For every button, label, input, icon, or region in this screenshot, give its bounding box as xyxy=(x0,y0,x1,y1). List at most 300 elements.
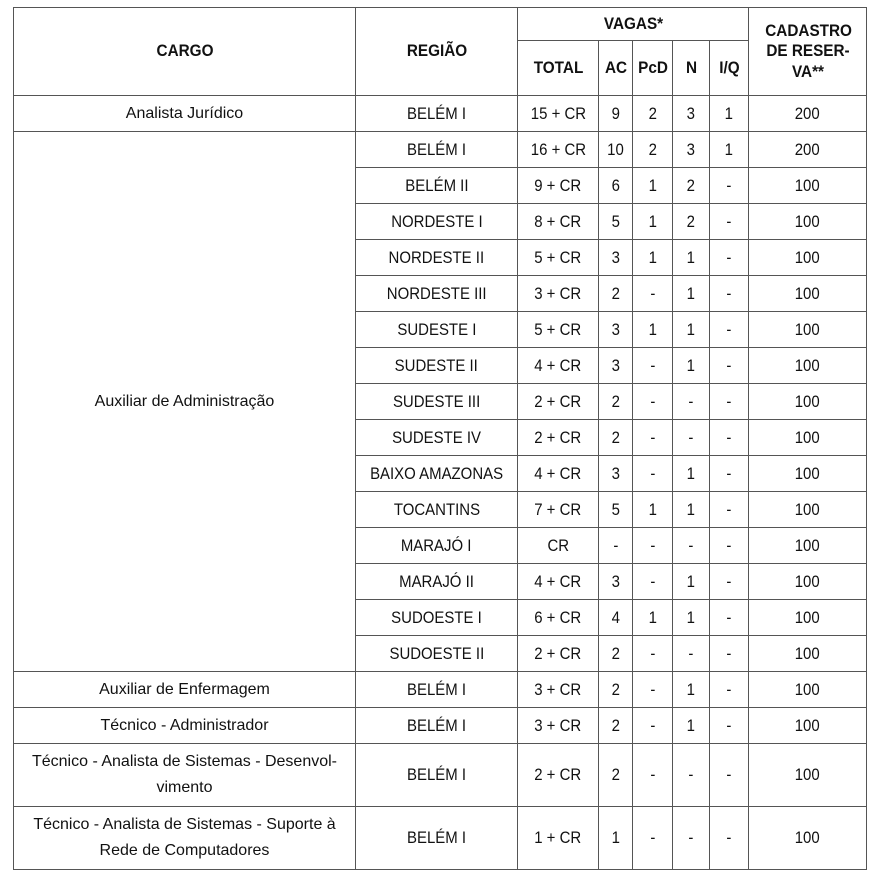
table-row xyxy=(14,744,867,807)
cell-total-value: 5 + CR xyxy=(534,247,582,267)
cell-total-value: 15 + CR xyxy=(530,103,586,123)
cell-n xyxy=(673,744,710,807)
cell-pcd xyxy=(633,672,673,708)
cell-ac-value: 2 xyxy=(611,283,620,303)
cell-ac xyxy=(599,420,633,456)
cell-ac xyxy=(599,96,633,132)
cell-n-value: 1 xyxy=(686,499,696,519)
cell-cadastro-reserva xyxy=(749,312,867,348)
cell-n xyxy=(673,807,710,870)
cell-ac xyxy=(599,564,633,600)
cell-ac xyxy=(599,672,633,708)
cell-pcd-value: - xyxy=(649,828,655,847)
cell-regiao-value: MARAJÓ I xyxy=(401,535,472,555)
cell-n-value: 1 xyxy=(686,355,696,375)
header-iq: I/Q xyxy=(711,41,746,96)
cargo-label: Analista Jurídico xyxy=(125,105,244,122)
cell-cadastro-reserva-value: 100 xyxy=(795,283,821,303)
cell-iq-value: - xyxy=(726,175,732,195)
cell-pcd-value: - xyxy=(649,427,655,447)
cell-pcd xyxy=(633,492,673,528)
cell-regiao xyxy=(356,672,518,708)
cell-total-value: 1 + CR xyxy=(534,828,582,847)
cell-cadastro-reserva-value: 100 xyxy=(795,247,821,267)
cell-pcd-value: 1 xyxy=(648,499,657,519)
cell-pcd-value: - xyxy=(649,643,655,663)
cell-total xyxy=(518,492,599,528)
cell-regiao xyxy=(356,384,518,420)
cell-n xyxy=(673,96,710,132)
cell-ac-value: 3 xyxy=(611,355,620,375)
header-cargo: CARGO xyxy=(31,8,339,96)
cell-cargo xyxy=(14,744,356,807)
cell-cadastro-reserva-value: 200 xyxy=(795,103,821,123)
cell-iq xyxy=(710,528,749,564)
cell-total xyxy=(518,744,599,807)
cell-pcd xyxy=(633,564,673,600)
cell-iq xyxy=(710,240,749,276)
cell-cadastro-reserva xyxy=(749,96,867,132)
cell-pcd xyxy=(633,636,673,672)
cell-pcd-value: 1 xyxy=(648,211,657,231)
cell-ac xyxy=(599,312,633,348)
cargo-label: Técnico - Analista de Sistemas - Suporte à Rede de Computadores xyxy=(33,816,336,859)
cell-total-value: 3 + CR xyxy=(534,283,582,303)
cell-regiao xyxy=(356,636,518,672)
cell-n xyxy=(673,276,710,312)
cell-regiao-value: NORDESTE III xyxy=(386,283,487,303)
cell-pcd xyxy=(633,384,673,420)
cell-cadastro-reserva-value: 100 xyxy=(795,765,821,784)
cell-pcd xyxy=(633,312,673,348)
cell-ac xyxy=(599,132,633,168)
cell-total xyxy=(518,348,599,384)
cell-total xyxy=(518,312,599,348)
cell-cargo xyxy=(14,708,356,744)
cell-cadastro-reserva xyxy=(749,528,867,564)
cell-pcd xyxy=(633,744,673,807)
cell-cadastro-reserva xyxy=(749,204,867,240)
cell-pcd-value: 1 xyxy=(648,607,657,627)
cell-cadastro-reserva-value: 100 xyxy=(795,175,821,195)
table-row xyxy=(14,132,867,168)
cell-n-value: 1 xyxy=(686,463,696,483)
cell-n xyxy=(673,204,710,240)
cell-regiao-value: SUDOESTE I xyxy=(391,607,482,627)
cell-total-value: 2 + CR xyxy=(534,765,582,784)
cell-pcd xyxy=(633,600,673,636)
cell-ac xyxy=(599,807,633,870)
cell-regiao-value: BAIXO AMAZONAS xyxy=(369,463,504,483)
cell-n xyxy=(673,564,710,600)
cell-n xyxy=(673,672,710,708)
cell-pcd xyxy=(633,132,673,168)
cell-regiao-value: BELÉM I xyxy=(406,828,467,847)
cell-iq xyxy=(710,204,749,240)
cell-pcd xyxy=(633,528,673,564)
cell-cadastro-reserva-value: 100 xyxy=(795,828,821,847)
header-cadastro-label: CADASTRO DE RESER-VA** xyxy=(764,20,852,81)
table-row xyxy=(14,672,867,708)
cell-n-value: 1 xyxy=(686,715,696,735)
cell-regiao xyxy=(356,807,518,870)
cell-ac xyxy=(599,708,633,744)
cell-n-value: 1 xyxy=(686,607,696,627)
cell-iq-value: - xyxy=(726,319,732,339)
cell-ac xyxy=(599,204,633,240)
cell-iq-value: - xyxy=(726,427,732,447)
cell-ac xyxy=(599,348,633,384)
cell-iq xyxy=(710,276,749,312)
cell-cargo xyxy=(14,96,356,132)
cell-ac-value: 2 xyxy=(611,391,620,411)
cell-n xyxy=(673,312,710,348)
cell-iq-value: 1 xyxy=(724,139,734,159)
cell-iq xyxy=(710,312,749,348)
cell-n xyxy=(673,600,710,636)
cell-iq xyxy=(710,744,749,807)
cell-n xyxy=(673,420,710,456)
cell-pcd-value: - xyxy=(649,355,655,375)
cell-iq-value: - xyxy=(726,211,732,231)
cell-n-value: - xyxy=(688,535,694,555)
cell-iq xyxy=(710,384,749,420)
cell-total-value: 4 + CR xyxy=(534,463,582,483)
cell-iq xyxy=(710,708,749,744)
cell-iq-value: - xyxy=(726,499,732,519)
header-regiao: REGIÃO xyxy=(364,8,510,96)
cell-cadastro-reserva xyxy=(749,708,867,744)
cell-pcd-value: 1 xyxy=(648,247,657,267)
cell-iq xyxy=(710,96,749,132)
cell-regiao-value: BELÉM I xyxy=(406,715,467,735)
cell-total-value: 3 + CR xyxy=(534,715,582,735)
cell-iq xyxy=(710,420,749,456)
cargo-label: Técnico - Administrador xyxy=(100,717,269,734)
cell-regiao-value: BELÉM I xyxy=(406,765,467,784)
cell-total-value: 2 + CR xyxy=(534,427,582,447)
cell-cargo xyxy=(14,672,356,708)
cell-cadastro-reserva xyxy=(749,420,867,456)
cell-ac xyxy=(599,168,633,204)
cell-iq-value: - xyxy=(726,463,732,483)
cell-pcd xyxy=(633,420,673,456)
cell-n-value: 1 xyxy=(686,679,696,699)
cell-n xyxy=(673,168,710,204)
cell-total-value: 2 + CR xyxy=(534,391,582,411)
cell-regiao xyxy=(356,456,518,492)
cell-ac xyxy=(599,528,633,564)
cell-pcd-value: - xyxy=(649,679,655,699)
cargo-label: Técnico - Analista de Sistemas - Desenvol-vimento xyxy=(31,753,337,796)
cell-total xyxy=(518,276,599,312)
vacancy-table xyxy=(13,7,867,870)
cell-regiao-value: NORDESTE I xyxy=(390,211,483,231)
cell-cadastro-reserva xyxy=(749,636,867,672)
cell-n-value: - xyxy=(688,828,694,847)
cell-total xyxy=(518,384,599,420)
cell-iq-value: - xyxy=(726,391,732,411)
cell-ac-value: 2 xyxy=(611,765,620,784)
cell-ac-value: 1 xyxy=(611,828,620,847)
cell-regiao xyxy=(356,96,518,132)
cell-n-value: - xyxy=(688,643,694,663)
cell-n xyxy=(673,636,710,672)
cell-pcd xyxy=(633,240,673,276)
cell-iq xyxy=(710,132,749,168)
cell-cadastro-reserva-value: 100 xyxy=(795,607,821,627)
cell-regiao-value: BELÉM I xyxy=(406,103,467,123)
cell-cadastro-reserva-value: 200 xyxy=(795,139,821,159)
cell-regiao xyxy=(356,312,518,348)
cell-cadastro-reserva-value: 100 xyxy=(795,571,821,591)
cell-iq-value: 1 xyxy=(724,103,734,123)
cell-total xyxy=(518,132,599,168)
cell-cadastro-reserva xyxy=(749,807,867,870)
cell-iq-value: - xyxy=(726,679,732,699)
cell-total xyxy=(518,528,599,564)
cell-iq-value: - xyxy=(726,247,732,267)
cell-regiao xyxy=(356,240,518,276)
cell-cadastro-reserva xyxy=(749,132,867,168)
cell-cadastro-reserva-value: 100 xyxy=(795,355,821,375)
cell-iq-value: - xyxy=(726,283,732,303)
table-row xyxy=(14,708,867,744)
cell-pcd-value: - xyxy=(649,463,655,483)
cell-pcd xyxy=(633,204,673,240)
cell-total xyxy=(518,96,599,132)
cell-ac xyxy=(599,240,633,276)
cell-iq-value: - xyxy=(726,828,732,847)
cell-iq-value: - xyxy=(726,643,732,663)
cell-iq xyxy=(710,348,749,384)
cell-n xyxy=(673,492,710,528)
cell-n-value: 3 xyxy=(686,139,696,159)
cell-cadastro-reserva-value: 100 xyxy=(795,391,821,411)
cell-n-value: - xyxy=(688,427,694,447)
cell-n-value: 3 xyxy=(686,103,696,123)
cell-ac-value: 6 xyxy=(611,175,620,195)
cell-ac xyxy=(599,384,633,420)
cell-total-value: 4 + CR xyxy=(534,355,582,375)
cell-pcd xyxy=(633,96,673,132)
cell-ac xyxy=(599,456,633,492)
cell-total-value: 16 + CR xyxy=(530,139,586,159)
cell-regiao xyxy=(356,708,518,744)
cell-total-value: 6 + CR xyxy=(534,607,582,627)
cell-regiao xyxy=(356,204,518,240)
cell-pcd-value: - xyxy=(649,571,655,591)
cell-cadastro-reserva xyxy=(749,276,867,312)
cell-total xyxy=(518,204,599,240)
cell-total-value: 7 + CR xyxy=(534,499,582,519)
cell-cadastro-reserva-value: 100 xyxy=(795,211,821,231)
cell-iq-value: - xyxy=(726,355,732,375)
cell-total-value: CR xyxy=(547,535,569,555)
cell-cadastro-reserva xyxy=(749,240,867,276)
cell-ac-value: - xyxy=(612,535,618,555)
cell-pcd xyxy=(633,708,673,744)
header-total: TOTAL xyxy=(522,41,595,96)
cell-iq xyxy=(710,168,749,204)
header-vagas: VAGAS* xyxy=(529,8,737,41)
cell-cargo xyxy=(14,807,356,870)
cell-cadastro-reserva-value: 100 xyxy=(795,427,821,447)
cell-pcd xyxy=(633,348,673,384)
cell-total xyxy=(518,456,599,492)
table-header xyxy=(14,8,867,96)
cell-total-value: 5 + CR xyxy=(534,319,582,339)
cell-cadastro-reserva-value: 100 xyxy=(795,715,821,735)
cell-n xyxy=(673,240,710,276)
cell-pcd-value: - xyxy=(649,535,655,555)
cell-ac-value: 2 xyxy=(611,715,620,735)
cell-regiao xyxy=(356,168,518,204)
cell-n-value: 1 xyxy=(686,247,696,267)
cell-ac-value: 4 xyxy=(611,607,620,627)
cell-regiao xyxy=(356,420,518,456)
cell-iq-value: - xyxy=(726,715,732,735)
cell-regiao-value: SUDESTE IV xyxy=(392,427,481,447)
cell-pcd xyxy=(633,276,673,312)
cell-cadastro-reserva-value: 100 xyxy=(795,643,821,663)
cell-total xyxy=(518,420,599,456)
cell-cadastro-reserva xyxy=(749,744,867,807)
cell-regiao-value: BELÉM I xyxy=(406,139,467,159)
table-row xyxy=(14,96,867,132)
cell-n-value: 1 xyxy=(686,571,696,591)
cell-regiao-value: SUDOESTE II xyxy=(389,643,484,663)
cell-ac-value: 5 xyxy=(611,499,620,519)
cell-n xyxy=(673,528,710,564)
cell-iq xyxy=(710,600,749,636)
cell-cadastro-reserva-value: 100 xyxy=(795,679,821,699)
cell-total xyxy=(518,672,599,708)
cargo-label: Auxiliar de Administração xyxy=(94,393,275,410)
cell-total-value: 8 + CR xyxy=(534,211,582,231)
cell-iq xyxy=(710,492,749,528)
cell-regiao xyxy=(356,564,518,600)
cell-ac-value: 3 xyxy=(611,463,620,483)
cell-ac-value: 2 xyxy=(611,427,620,447)
cell-cadastro-reserva xyxy=(749,384,867,420)
cell-pcd-value: 1 xyxy=(648,175,657,195)
cell-regiao xyxy=(356,276,518,312)
cell-total xyxy=(518,240,599,276)
cell-pcd xyxy=(633,168,673,204)
cell-regiao-value: BELÉM I xyxy=(406,679,467,699)
cell-regiao-value: SUDESTE III xyxy=(392,391,481,411)
cell-total-value: 2 + CR xyxy=(534,643,582,663)
cell-n-value: 2 xyxy=(686,211,696,231)
cell-regiao xyxy=(356,348,518,384)
cell-ac-value: 10 xyxy=(607,139,624,159)
cell-n xyxy=(673,384,710,420)
cell-iq xyxy=(710,636,749,672)
cell-iq xyxy=(710,672,749,708)
cargo-label: Auxiliar de Enfermagem xyxy=(99,681,270,698)
cell-ac-value: 3 xyxy=(611,571,620,591)
cell-cargo xyxy=(14,132,356,672)
cell-cadastro-reserva xyxy=(749,600,867,636)
cell-total xyxy=(518,636,599,672)
table-body xyxy=(14,96,867,870)
cell-ac-value: 3 xyxy=(611,319,620,339)
cell-cadastro-reserva xyxy=(749,168,867,204)
cell-ac xyxy=(599,492,633,528)
cell-total-value: 3 + CR xyxy=(534,679,582,699)
cell-regiao xyxy=(356,600,518,636)
cell-n xyxy=(673,348,710,384)
cell-cadastro-reserva-value: 100 xyxy=(795,535,821,555)
cell-cadastro-reserva-value: 100 xyxy=(795,499,821,519)
cell-regiao xyxy=(356,528,518,564)
cell-n-value: 2 xyxy=(686,175,696,195)
cell-iq xyxy=(710,807,749,870)
cell-iq xyxy=(710,456,749,492)
cell-pcd-value: - xyxy=(649,765,655,784)
cell-pcd xyxy=(633,807,673,870)
header-ac: AC xyxy=(600,41,631,96)
cell-total-value: 9 + CR xyxy=(534,175,582,195)
header-n: N xyxy=(674,41,707,96)
cell-iq-value: - xyxy=(726,607,732,627)
cell-n xyxy=(673,708,710,744)
cell-pcd-value: 2 xyxy=(648,103,657,123)
cell-total-value: 4 + CR xyxy=(534,571,582,591)
cell-cadastro-reserva xyxy=(749,456,867,492)
cell-regiao-value: TOCANTINS xyxy=(393,499,480,519)
cell-ac xyxy=(599,744,633,807)
cell-total xyxy=(518,807,599,870)
cell-n-value: - xyxy=(688,391,694,411)
cell-iq-value: - xyxy=(726,571,732,591)
table-row xyxy=(14,807,867,870)
cell-n-value: 1 xyxy=(686,283,696,303)
cell-pcd-value: - xyxy=(649,715,655,735)
header-cadastro-reserva xyxy=(754,8,860,96)
cell-ac-value: 2 xyxy=(611,679,620,699)
cell-ac-value: 9 xyxy=(611,103,620,123)
cell-ac-value: 3 xyxy=(611,247,620,267)
cell-cadastro-reserva xyxy=(749,672,867,708)
cell-total xyxy=(518,600,599,636)
cell-pcd-value: - xyxy=(649,391,655,411)
cell-iq-value: - xyxy=(726,765,732,784)
cell-n xyxy=(673,456,710,492)
header-pcd: PcD xyxy=(635,41,671,96)
cell-cadastro-reserva-value: 100 xyxy=(795,463,821,483)
cell-ac xyxy=(599,636,633,672)
cell-ac xyxy=(599,276,633,312)
cell-iq xyxy=(710,564,749,600)
cell-regiao-value: BELÉM II xyxy=(404,175,469,195)
cell-regiao-value: SUDESTE II xyxy=(394,355,479,375)
cell-n-value: - xyxy=(688,765,694,784)
cell-ac-value: 2 xyxy=(611,643,620,663)
cell-cadastro-reserva xyxy=(749,564,867,600)
cell-cadastro-reserva xyxy=(749,348,867,384)
cell-ac xyxy=(599,600,633,636)
cell-total xyxy=(518,708,599,744)
cell-iq-value: - xyxy=(726,535,732,555)
cell-regiao-value: MARAJÓ II xyxy=(399,571,474,591)
cell-regiao xyxy=(356,744,518,807)
cell-total xyxy=(518,168,599,204)
cell-regiao xyxy=(356,132,518,168)
cell-regiao xyxy=(356,492,518,528)
cell-ac-value: 5 xyxy=(611,211,620,231)
